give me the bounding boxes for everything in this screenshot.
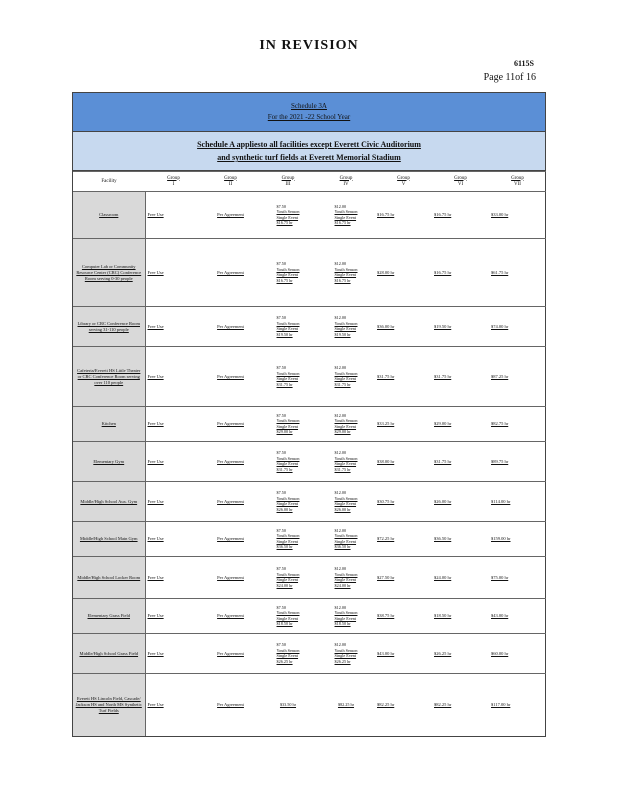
- page-title: IN REVISION: [259, 38, 359, 53]
- group-7-cell: $117.00 hr: [489, 674, 546, 736]
- single-event-rate: $18.50 hr: [334, 621, 351, 627]
- single-event-label: Single Event: [334, 538, 357, 544]
- group-4-cell: [317, 442, 375, 482]
- group-6-cell: $26.25 hr: [432, 634, 489, 674]
- single-event-rate: $31.75 hr: [276, 381, 293, 387]
- group-1-cell: Free Use: [145, 192, 202, 239]
- youth-season-label: Youth Season: [334, 571, 358, 577]
- group-7-header: Group VII: [489, 172, 546, 192]
- single-event-label: Single Event: [334, 461, 357, 467]
- group-4-cell: [317, 634, 375, 674]
- facility-cell: Everett HS Lincoln Field, Cascade/ Jackson HS and North MS Synthetic Turf Fields: [73, 674, 145, 736]
- fee-schedule: [72, 92, 546, 737]
- group-1-header: Group I: [145, 172, 202, 192]
- group-3-cell: [259, 407, 317, 442]
- group-5-cell: $31.75 hr: [375, 347, 432, 407]
- single-event-rate: $16.75 hr: [276, 220, 293, 226]
- fee-table: [73, 171, 546, 736]
- youth-season-label: Youth Season: [276, 266, 300, 272]
- group-7-cell: $87.25 hr: [489, 347, 546, 407]
- group-7-cell: $61.75 hr: [489, 239, 546, 307]
- group-7-cell: $60.00 hr: [489, 634, 546, 674]
- group-5-cell: $72.25 hr: [375, 522, 432, 557]
- youth-season-label: Youth Season: [334, 418, 358, 424]
- group-6-cell: $82.25 hr: [432, 674, 489, 736]
- single-event-rate: $31.75 hr: [334, 381, 351, 387]
- group-5-cell: $30.75 hr: [375, 482, 432, 522]
- group-4-cell: [317, 307, 375, 347]
- group-3-cell: [259, 239, 317, 307]
- single-event-rate: $31.75 hr: [334, 466, 351, 472]
- single-event-label: Single Event: [276, 577, 299, 583]
- group-5-cell: $38.75 hr: [375, 599, 432, 634]
- facility-cell: Computer Lab or Community Resource Center (CRC) Conference Room serving 0-30 people: [73, 239, 145, 307]
- group-3-cell: [259, 599, 317, 634]
- group-6-cell: $24.00 hr: [432, 557, 489, 599]
- youth-rate: $12.00: [334, 450, 347, 456]
- youth-season-label: Youth Season: [276, 495, 300, 501]
- group-5-cell: $16.75 hr: [375, 192, 432, 239]
- facility-cell: Elementary Gym: [73, 442, 145, 482]
- group-2-cell: Per Agreement: [202, 192, 259, 239]
- table-row: [73, 307, 546, 347]
- group-1-cell: Free Use: [145, 442, 202, 482]
- group-7-cell: $33.00 hr: [489, 192, 546, 239]
- single-event-rate: $26.00 hr: [334, 506, 351, 512]
- table-row: [73, 192, 546, 239]
- group-6-header: Group VI: [432, 172, 489, 192]
- youth-rate: $7.50: [276, 450, 286, 456]
- youth-rate: $12.00: [334, 412, 347, 418]
- youth-season-label: Youth Season: [334, 266, 358, 272]
- group-4-cell: [317, 557, 375, 599]
- youth-rate: $7.50: [276, 315, 286, 321]
- group-2-cell: Per Agreement: [202, 347, 259, 407]
- single-event-label: Single Event: [334, 577, 357, 583]
- schedule-title: Schedule 3A: [291, 102, 327, 110]
- table-row: [73, 442, 546, 482]
- group-3-cell: [259, 634, 317, 674]
- group-2-cell: Per Agreement: [202, 557, 259, 599]
- group-4-cell: [317, 192, 375, 239]
- single-event-rate: $26.00 hr: [276, 506, 293, 512]
- single-event-rate: $24.00 hr: [276, 582, 293, 588]
- group-1-cell: Free Use: [145, 482, 202, 522]
- group-6-cell: $31.75 hr: [432, 347, 489, 407]
- single-event-rate: $36.50 hr: [276, 544, 293, 550]
- group-5-cell: $28.00 hr: [375, 239, 432, 307]
- group-7-cell: $75.00 hr: [489, 557, 546, 599]
- table-row: [73, 674, 546, 736]
- youth-season-label: Youth Season: [276, 571, 300, 577]
- group-6-cell: $16.75 hr: [432, 239, 489, 307]
- group-2-cell: Per Agreement: [202, 482, 259, 522]
- group-1-cell: Free Use: [145, 522, 202, 557]
- single-event-rate: $36.50 hr: [334, 544, 351, 550]
- youth-rate: $12.00: [334, 365, 347, 371]
- single-event-label: Single Event: [276, 376, 299, 382]
- group-3-cell: [259, 347, 317, 407]
- youth-season-label: Youth Season: [276, 418, 300, 424]
- youth-rate: $12.00: [334, 604, 347, 610]
- youth-rate: $12.00: [334, 261, 347, 267]
- group-2-cell: Per Agreement: [202, 522, 259, 557]
- group-3-cell: [259, 192, 317, 239]
- single-event-label: Single Event: [334, 376, 357, 382]
- single-event-rate: $16.75 hr: [334, 220, 351, 226]
- single-event-rate: $19.50 hr: [334, 331, 351, 337]
- youth-season-label: Youth Season: [276, 320, 300, 326]
- group-5-header: Group V: [375, 172, 432, 192]
- group-5-cell: $36.00 hr: [375, 307, 432, 347]
- group-1-cell: Free Use: [145, 407, 202, 442]
- page-number: Page 11of 16: [483, 72, 536, 83]
- document-code: 6115S: [513, 59, 534, 68]
- group-3-cell: [259, 307, 317, 347]
- group-5-cell: $82.25 hr: [375, 674, 432, 736]
- youth-rate: $7.50: [276, 566, 286, 572]
- group-1-cell: Free Use: [145, 674, 202, 736]
- group-7-cell: $43.00 hr: [489, 599, 546, 634]
- table-row: [73, 482, 546, 522]
- youth-season-label: Youth Season: [276, 370, 300, 376]
- group-2-header: Group II: [202, 172, 259, 192]
- group-4-cell: [317, 599, 375, 634]
- group-4-cell: [317, 347, 375, 407]
- facility-cell: Middle/High School Main Gym: [73, 522, 145, 557]
- youth-season-label: Youth Season: [334, 495, 358, 501]
- group-6-cell: $26.00 hr: [432, 482, 489, 522]
- schedule-scope-line1: Schedule A appliesto all facilities except Everett Civic Auditorium: [197, 140, 421, 149]
- group-3-cell: [259, 522, 317, 557]
- youth-season-label: Youth Season: [334, 209, 358, 215]
- group-6-cell: $29.00 hr: [432, 407, 489, 442]
- group-2-cell: Per Agreement: [202, 407, 259, 442]
- schedule-title-band: [73, 93, 545, 132]
- group-2-cell: Per Agreement: [202, 674, 259, 736]
- group-1-cell: Free Use: [145, 634, 202, 674]
- youth-season-label: Youth Season: [334, 533, 358, 539]
- table-row: [73, 557, 546, 599]
- single-event-rate: $82.25 hr: [337, 701, 355, 707]
- table-row: [73, 347, 546, 407]
- group-2-cell: Per Agreement: [202, 239, 259, 307]
- youth-season-label: Youth Season: [334, 455, 358, 461]
- group-1-cell: Free Use: [145, 347, 202, 407]
- youth-season-label: Youth Season: [334, 370, 358, 376]
- group-2-cell: Per Agreement: [202, 442, 259, 482]
- group-7-cell: $89.75 hr: [489, 442, 546, 482]
- facility-column-header: Facility: [73, 172, 145, 192]
- single-event-rate: $29.00 hr: [276, 429, 293, 435]
- youth-rate: $12.00: [334, 642, 347, 648]
- youth-rate: $7.50: [276, 604, 286, 610]
- schedule-scope-band: [73, 132, 545, 171]
- group-1-cell: Free Use: [145, 557, 202, 599]
- youth-rate: $7.50: [276, 642, 286, 648]
- group-6-cell: $19.50 hr: [432, 307, 489, 347]
- group-3-cell: [259, 442, 317, 482]
- group-7-cell: $114.00 hr: [489, 482, 546, 522]
- youth-season-label: Youth Season: [276, 610, 300, 616]
- single-event-label: Single Event: [276, 272, 299, 278]
- single-event-rate: $19.50 hr: [276, 331, 293, 337]
- group-1-cell: Free Use: [145, 307, 202, 347]
- single-event-rate: $16.75 hr: [276, 277, 293, 283]
- single-event-label: Single Event: [276, 423, 299, 429]
- youth-rate: $7.50: [276, 203, 286, 209]
- table-row: [73, 239, 546, 307]
- facility-cell: Library or CRC Conference Room serving 31-110 people: [73, 307, 145, 347]
- youth-rate: $7.50: [276, 261, 286, 267]
- group-4-header: Group IV: [317, 172, 375, 192]
- facility-cell: Kitchen: [73, 407, 145, 442]
- group-4-cell: [317, 239, 375, 307]
- youth-season-label: Youth Season: [276, 455, 300, 461]
- group-5-cell: $43.00 hr: [375, 634, 432, 674]
- group-3-cell: [259, 482, 317, 522]
- youth-rate: $7.50: [276, 365, 286, 371]
- table-header-row: [73, 172, 546, 192]
- single-event-rate: $16.75 hr: [334, 277, 351, 283]
- group-4-cell: [317, 482, 375, 522]
- facility-cell: Cafeteria/Everett HS Little Theater or CRC Conference Room serving over 110 people: [73, 347, 145, 407]
- group-2-cell: Per Agreement: [202, 634, 259, 674]
- single-event-rate: $29.00 hr: [334, 429, 351, 435]
- group-5-cell: $38.00 hr: [375, 442, 432, 482]
- youth-rate: $12.00: [334, 315, 347, 321]
- youth-season-label: Youth Season: [276, 647, 300, 653]
- youth-season-label: Youth Season: [334, 320, 358, 326]
- single-event-rate: $18.50 hr: [276, 621, 293, 627]
- group-7-cell: $74.00 hr: [489, 307, 546, 347]
- single-event-label: Single Event: [334, 326, 357, 332]
- table-row: [73, 522, 546, 557]
- youth-rate: $7.50: [276, 527, 286, 533]
- single-event-label: Single Event: [276, 326, 299, 332]
- facility-cell: Middle/High School Grass Field: [73, 634, 145, 674]
- facility-cell: Classroom: [73, 192, 145, 239]
- single-event-label: Single Event: [334, 653, 357, 659]
- group-6-cell: $36.50 hr: [432, 522, 489, 557]
- group-3-cell: [259, 674, 317, 736]
- group-3-header: Group III: [259, 172, 317, 192]
- facility-cell: Middle/High School Aux. Gym: [73, 482, 145, 522]
- facility-cell: Middle/High School Locker Room: [73, 557, 145, 599]
- group-7-cell: $82.75 hr: [489, 407, 546, 442]
- group-6-cell: $16.75 hr: [432, 192, 489, 239]
- single-event-rate: $31.75 hr: [276, 466, 293, 472]
- group-4-cell: [317, 522, 375, 557]
- table-row: [73, 634, 546, 674]
- youth-rate: $7.50: [276, 412, 286, 418]
- schedule-year: For the 2021 -22 School Year: [267, 113, 351, 121]
- group-1-cell: Free Use: [145, 239, 202, 307]
- schedule-scope-line2: and synthetic turf fields at Everett Memorial Stadium: [217, 153, 401, 162]
- youth-season-label: Youth Season: [276, 209, 300, 215]
- group-2-cell: Per Agreement: [202, 307, 259, 347]
- single-event-rate: $26.25 hr: [334, 658, 351, 664]
- youth-season-label: Youth Season: [276, 533, 300, 539]
- single-event-rate: $24.00 hr: [334, 582, 351, 588]
- youth-season-label: Youth Season: [334, 647, 358, 653]
- group-5-cell: $33.25 hr: [375, 407, 432, 442]
- single-event-label: Single Event: [334, 423, 357, 429]
- group-4-cell: [317, 674, 375, 736]
- single-event-label: Single Event: [334, 272, 357, 278]
- group-1-cell: Free Use: [145, 599, 202, 634]
- table-row: [73, 407, 546, 442]
- youth-season-label: Youth Season: [334, 610, 358, 616]
- single-event-rate: $33.50 hr: [279, 701, 297, 707]
- table-row: [73, 599, 546, 634]
- single-event-label: Single Event: [276, 538, 299, 544]
- youth-rate: $12.00: [334, 490, 347, 496]
- group-5-cell: $27.50 hr: [375, 557, 432, 599]
- single-event-label: Single Event: [334, 214, 357, 220]
- youth-rate: $12.00: [334, 527, 347, 533]
- youth-rate: $12.00: [334, 203, 347, 209]
- youth-rate: $12.00: [334, 566, 347, 572]
- youth-rate: $7.50: [276, 490, 286, 496]
- group-2-cell: Per Agreement: [202, 599, 259, 634]
- group-4-cell: [317, 407, 375, 442]
- single-event-label: Single Event: [276, 615, 299, 621]
- group-6-cell: $31.75 hr: [432, 442, 489, 482]
- facility-cell: Elementary Grass Field: [73, 599, 145, 634]
- single-event-rate: $26.25 hr: [276, 658, 293, 664]
- single-event-label: Single Event: [276, 653, 299, 659]
- single-event-label: Single Event: [334, 615, 357, 621]
- single-event-label: Single Event: [276, 214, 299, 220]
- group-6-cell: $18.50 hr: [432, 599, 489, 634]
- group-3-cell: [259, 557, 317, 599]
- single-event-label: Single Event: [276, 501, 299, 507]
- single-event-label: Single Event: [334, 501, 357, 507]
- group-7-cell: $159.00 hr: [489, 522, 546, 557]
- single-event-label: Single Event: [276, 461, 299, 467]
